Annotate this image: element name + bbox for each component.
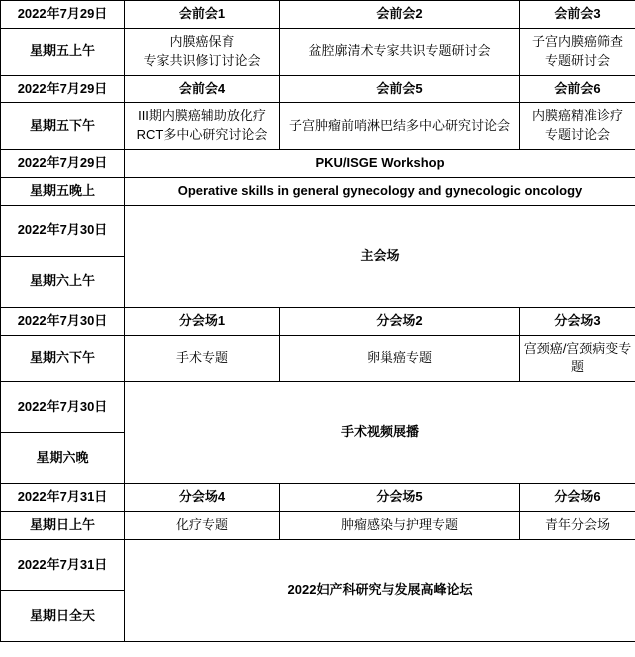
topic-line: III期内膜癌辅助放化疗	[138, 108, 266, 124]
row-date: 星期六上午	[1, 256, 125, 307]
table-row	[1, 484, 635, 512]
topic-line: 子宫肿瘤前哨淋巴结多中心研究讨论会	[288, 117, 510, 133]
session-hall-1: 会前会1	[125, 1, 280, 29]
topic-line: 化疗专题	[175, 517, 228, 533]
table-row	[1, 205, 635, 256]
row-date: 2022年7月30日	[1, 382, 125, 433]
topic-line: 专题讨论会	[544, 127, 610, 143]
session-main-hall: 主会场	[125, 205, 635, 307]
session-branch-5: 分会场5	[280, 484, 520, 512]
session-hall-4: 会前会4	[125, 75, 280, 103]
table-row	[1, 75, 635, 103]
row-date: 星期六下午	[1, 335, 125, 382]
table-row	[1, 307, 635, 335]
session-topic-10	[125, 512, 280, 540]
session-topic-1	[125, 28, 280, 75]
session-topic-8	[280, 335, 520, 382]
table-row	[1, 512, 635, 540]
session-topic-2	[280, 28, 520, 75]
row-date: 2022年7月29日	[1, 1, 125, 29]
topic-line: 内膜癌精准诊疗	[531, 108, 623, 124]
session-topic-9	[520, 335, 635, 382]
table-row	[1, 28, 635, 75]
topic-line: 手术专题	[175, 350, 228, 366]
table-row	[1, 335, 635, 382]
session-hall-6: 会前会6	[520, 75, 635, 103]
row-date: 星期日全天	[1, 590, 125, 641]
topic-line: 卵巢癌专题	[366, 350, 432, 366]
session-branch-2: 分会场2	[280, 307, 520, 335]
session-hall-5: 会前会5	[280, 75, 520, 103]
table-row	[1, 382, 635, 433]
session-topic-12	[520, 512, 635, 540]
session-topic-5	[280, 103, 520, 150]
topic-line: 题	[570, 359, 584, 375]
session-branch-6: 分会场6	[520, 484, 635, 512]
session-operative-skills: Operative skills in general gynecology and gynecologic oncology	[125, 177, 635, 205]
session-summit-forum: 2022妇产科研究与发展高峰论坛	[125, 539, 635, 641]
row-date: 星期日上午	[1, 512, 125, 540]
session-branch-1: 分会场1	[125, 307, 280, 335]
topic-line: 青年分会场	[544, 517, 610, 533]
table-row	[1, 177, 635, 205]
session-topic-11	[280, 512, 520, 540]
topic-line: 专家共识修订讨论会	[143, 52, 261, 68]
row-date: 2022年7月30日	[1, 307, 125, 335]
topic-line: 内膜癌保育	[169, 33, 235, 49]
session-branch-3: 分会场3	[520, 307, 635, 335]
topic-line: 子宫内膜癌筛查	[531, 33, 623, 49]
row-date: 星期五下午	[1, 103, 125, 150]
table-row	[1, 539, 635, 590]
session-topic-4	[125, 103, 280, 150]
session-branch-4: 分会场4	[125, 484, 280, 512]
session-topic-6	[520, 103, 635, 150]
row-date: 2022年7月30日	[1, 205, 125, 256]
row-date: 2022年7月29日	[1, 75, 125, 103]
session-video-broadcast: 手术视频展播	[125, 382, 635, 484]
topic-line: 盆腔廓清术专家共识专题研讨会	[308, 43, 491, 59]
topic-line: 专题研讨会	[544, 52, 610, 68]
topic-line: 肿瘤感染与护理专题	[340, 517, 458, 533]
session-topic-3	[520, 28, 635, 75]
table-row	[1, 103, 635, 150]
topic-line: 宫颈癌/宫颈病变专	[523, 340, 632, 356]
row-date: 2022年7月31日	[1, 484, 125, 512]
session-workshop: PKU/ISGE Workshop	[125, 150, 635, 178]
table-row	[1, 1, 635, 29]
session-hall-2: 会前会2	[280, 1, 520, 29]
table-row	[1, 150, 635, 178]
row-date: 星期五晚上	[1, 177, 125, 205]
session-topic-7	[125, 335, 280, 382]
row-date: 星期六晚	[1, 433, 125, 484]
row-date: 2022年7月29日	[1, 150, 125, 178]
topic-line: RCT多中心研究讨论会	[136, 127, 268, 143]
row-date: 2022年7月31日	[1, 539, 125, 590]
session-hall-3: 会前会3	[520, 1, 635, 29]
row-date: 星期五上午	[1, 28, 125, 75]
